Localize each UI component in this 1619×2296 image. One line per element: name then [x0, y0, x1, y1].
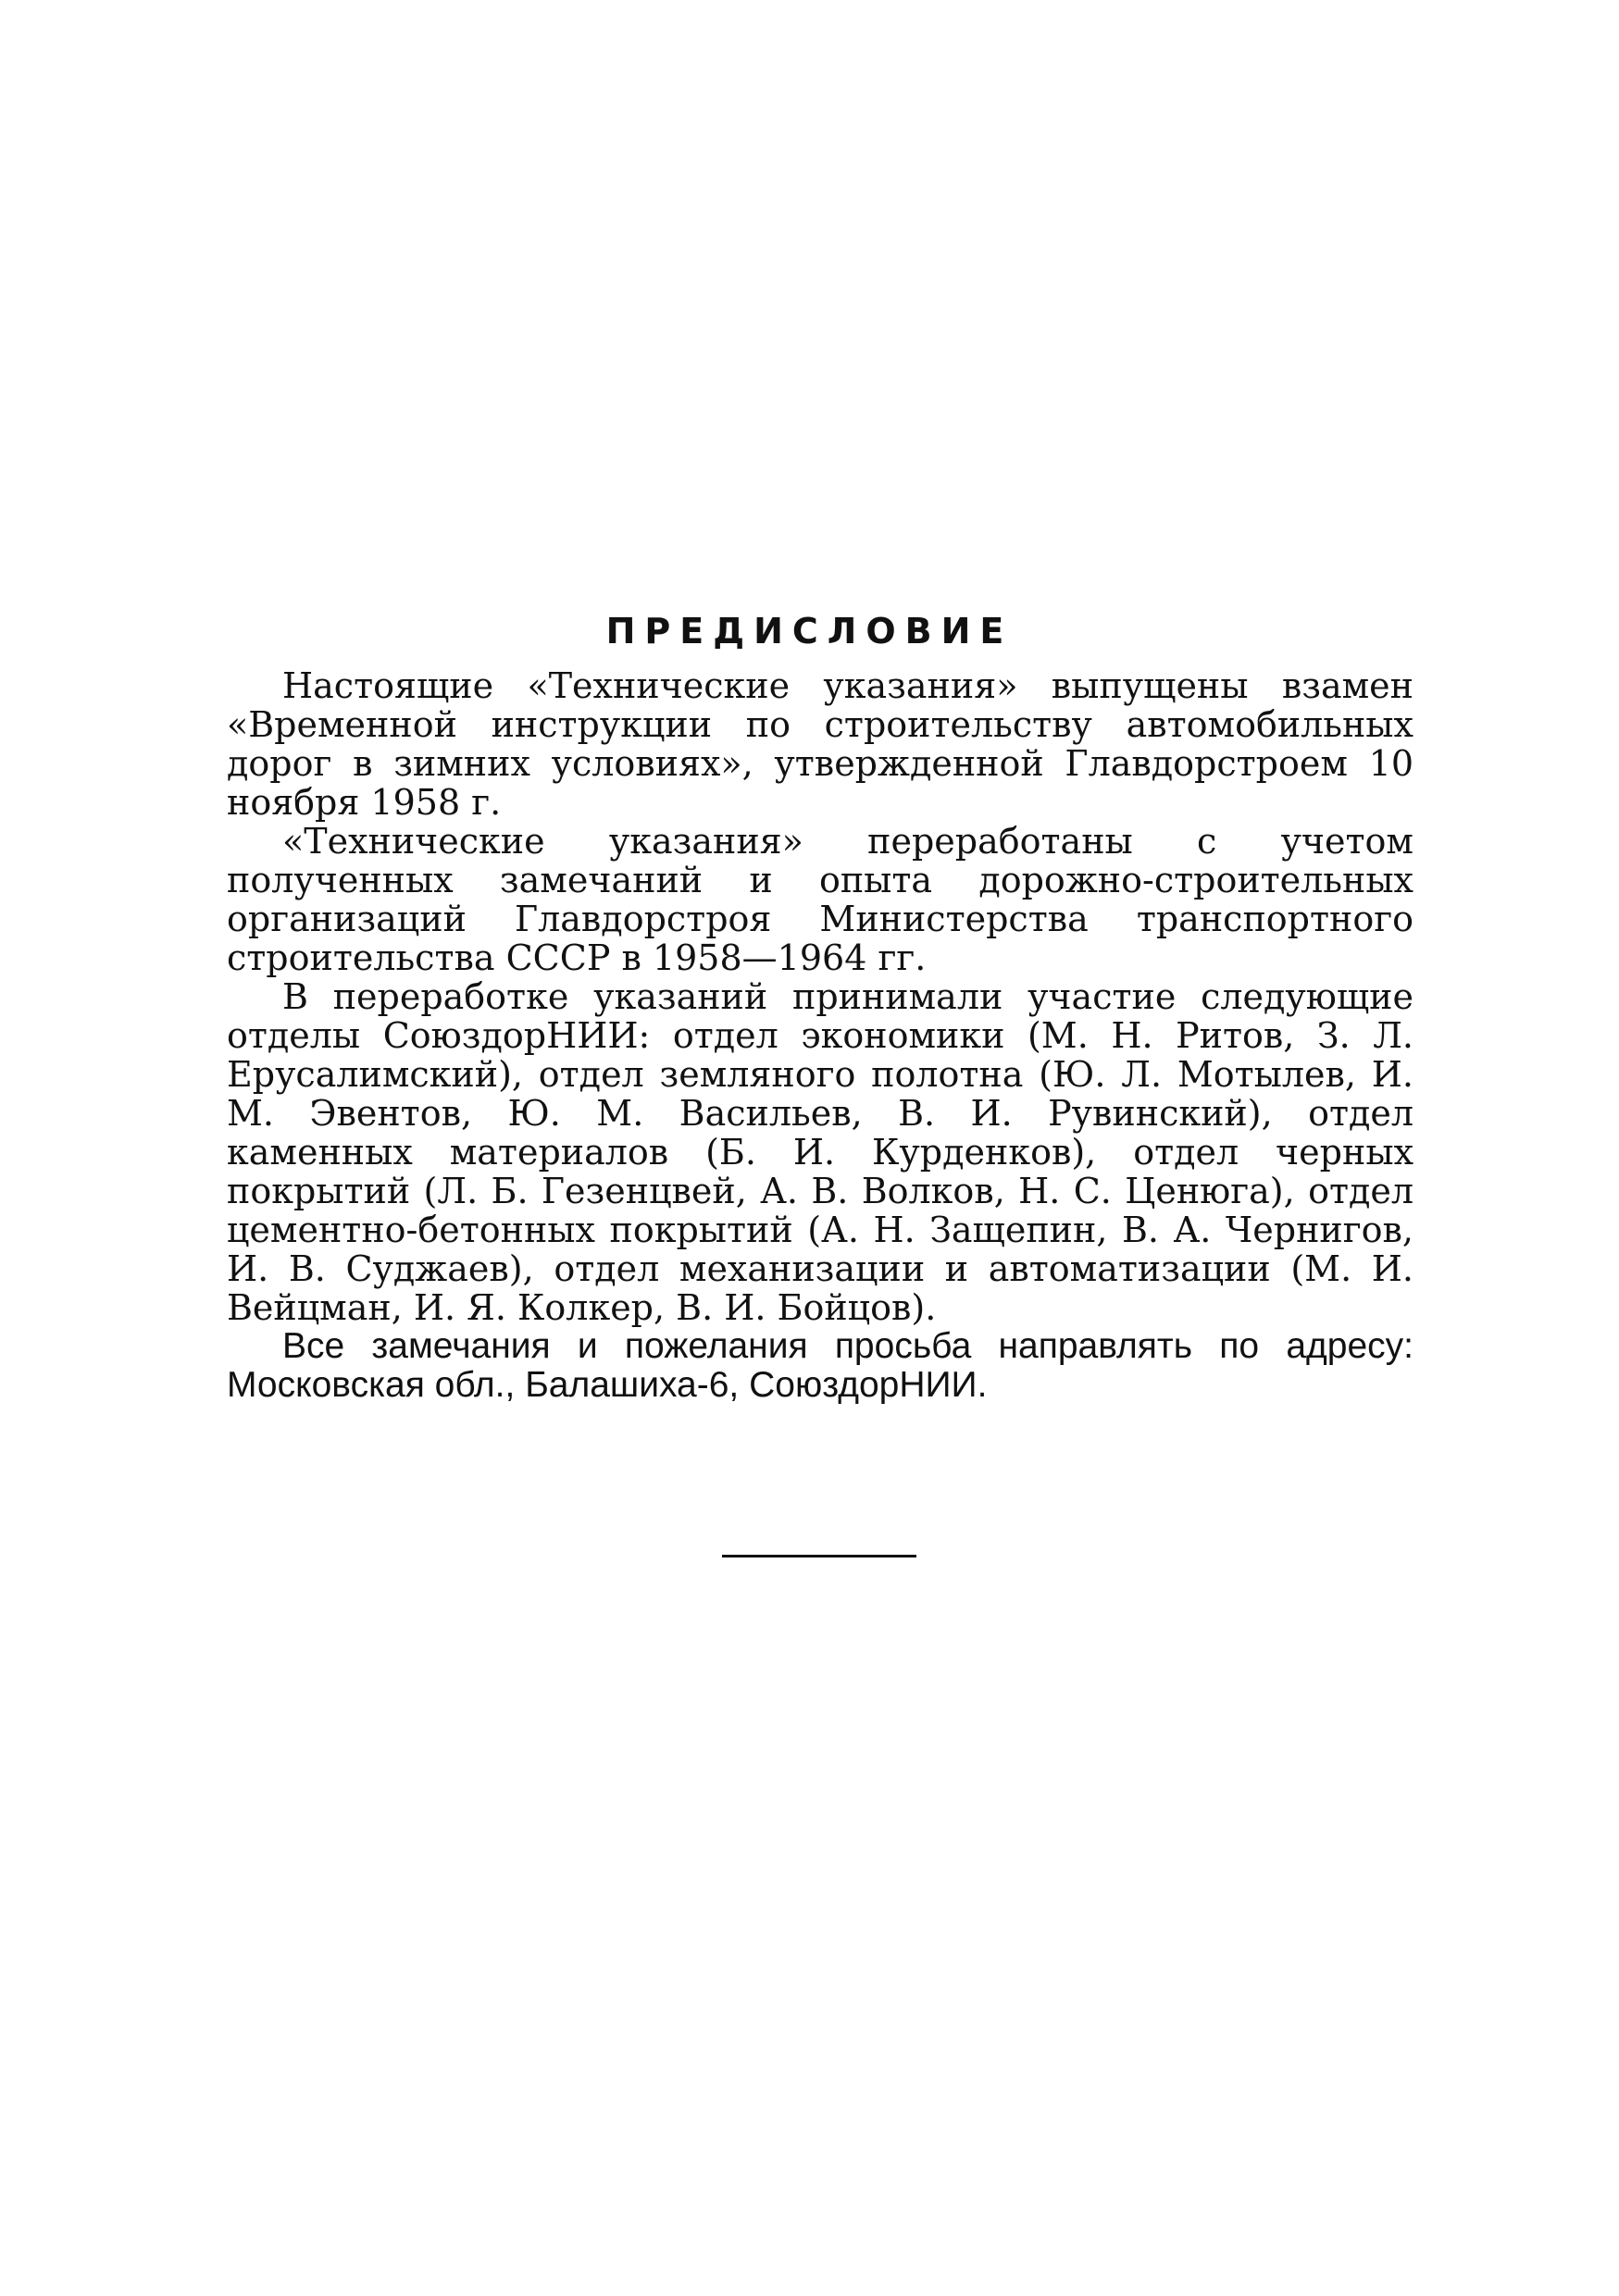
preface-body — [227, 666, 1414, 1405]
paragraph-contributors: В переработке указаний принимали участие следующие отделы СоюздорНИИ: отдел экономики (М. Н. Ритов, З. Л. Ерусалимский), отдел земляного полотна (Ю. Л. Мотылев, И. М. Эвентов, Ю. М. Васильев, В. И. Рувинский), отдел каменных материалов (Б. И. Курденков), отдел черных покрытий (Л. Б. Гезенцвей, А. В. Волков, Н. С. Ценюга), отдел цементно-бетонных покрытий (А. Н. Защепин, В. А. Чернигов, И. В. Суджаев), отдел механизации и автоматизации (М. И. Вейцман, И. Я. Колкер, В. И. Бойцов). — [227, 976, 1414, 1328]
paragraph-replacement-note: Настоящие «Технические указания» выпущены взамен «Временной инструкции по строительству автомобильных дорог в зимних условиях», утвержденной Главдорстроем 10 ноября 1958 г. — [227, 665, 1414, 823]
preface-heading: ПРЕДИСЛОВИЕ — [605, 611, 1014, 652]
paragraph-contact-address: Все замечания и пожелания просьба направлять по адресу: Московская обл., Балашиха-6, СоюздорНИИ. — [227, 1326, 1414, 1405]
paragraph-revision-note: «Технические указания» переработаны с учетом полученных замечаний и опыта дорожно-строительных организаций Главдорстроя Министерства транспортного строительства СССР в 1958—1964 гг. — [227, 821, 1414, 978]
closing-divider-line — [722, 1555, 916, 1558]
